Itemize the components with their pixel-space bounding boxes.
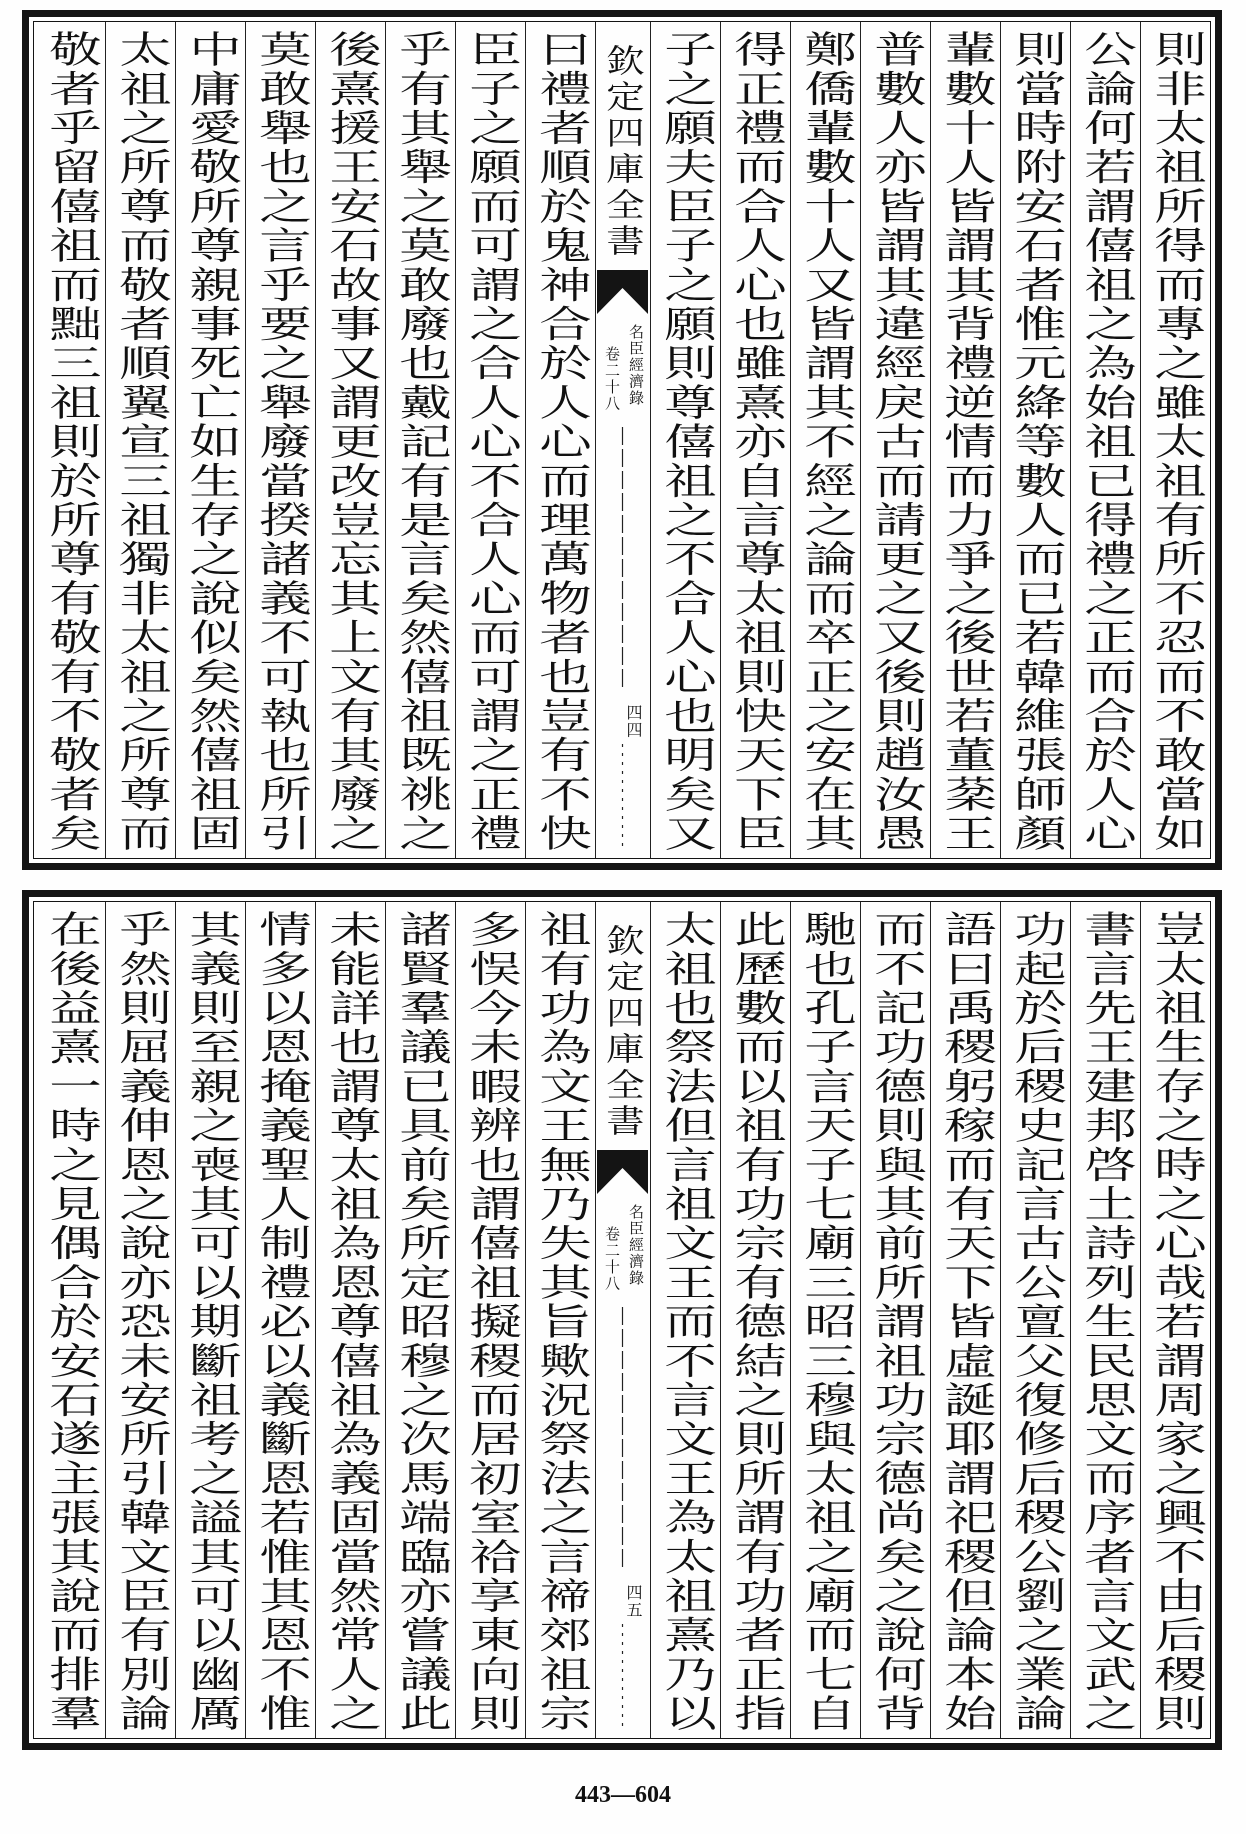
column-text: 鄭僑輩數十人又皆謂其不經之論而卒正之安在其 [794, 30, 857, 854]
text-frame [33, 901, 1211, 1739]
column-text: 豈太祖生存之時之心哉若謂周家之興不由后稷則 [1144, 910, 1207, 1734]
column-text: 乎有其舉之莫敢廢也戴記有是言矣然僖祖既祧之 [389, 30, 452, 854]
left-column-3 [385, 22, 455, 858]
column-text: 曰禮者順於鬼神合於人心而理萬物者也豈有不快 [529, 30, 592, 854]
volume-label: 卷二十八 [603, 1226, 621, 1292]
column-text: 祖有功為文王無乃失其旨歟況祭法之言禘郊祖宗 [529, 910, 592, 1734]
right-column-7 [720, 22, 790, 858]
center-fold-column [595, 22, 650, 858]
left-column-6 [175, 902, 245, 1738]
right-column-2 [1070, 22, 1140, 858]
left-column-7 [105, 22, 175, 858]
left-column-4 [315, 902, 385, 1738]
column-text: 多悮今未暇辨也謂僖祖擬稷而居初室祫享東向則 [459, 910, 522, 1734]
column-text: 中庸愛敬所尊親事死亡如生存之說似矣然僖祖固 [179, 30, 242, 854]
column-text: 而不記功德則與其前所謂祖功宗德尚矣之說何背 [864, 910, 927, 1734]
column-text: 此歷數而以祖有功宗有德結之則所謂有功者正指 [724, 910, 787, 1734]
left-column-2 [455, 22, 525, 858]
bottom-half-page [22, 890, 1222, 1750]
right-column-4 [930, 22, 1000, 858]
left-column-8 [35, 22, 105, 858]
column-text: 情多以恩掩義聖人制禮必以義斷恩若惟其恩不惟 [249, 910, 312, 1734]
column-text: 太祖之所尊而敬者順翼宣三祖獨非太祖之所尊而 [109, 30, 172, 854]
page-number: 443—604 [575, 1782, 671, 1808]
right-column-8 [650, 902, 720, 1738]
volume-label: 卷二十八 [603, 346, 621, 412]
right-column-4 [930, 902, 1000, 1738]
collection-title: 欽定四庫全書 [600, 924, 646, 1140]
column-text: 公論何若謂僖祖之為始祖已得禮之正而合於人心 [1074, 30, 1137, 854]
column-text: 則當時附安石者惟元絳等數人而已若韓維張師顏 [1004, 30, 1067, 854]
left-column-1 [525, 22, 595, 858]
collection-title: 欽定四庫全書 [600, 44, 646, 260]
column-text: 功起於后稷史記言古公亶父復修后稷公劉之業論 [1004, 910, 1067, 1734]
right-column-2 [1070, 902, 1140, 1738]
left-column-6 [175, 22, 245, 858]
left-column-8 [35, 902, 105, 1738]
column-text: 未能詳也謂尊太祖為恩尊僖祖為義固當然常人之 [319, 910, 382, 1734]
top-half-page [22, 10, 1222, 870]
left-column-4 [315, 22, 385, 858]
column-text: 乎然則屈義伸恩之說亦恐未安所引韓文臣有別論 [109, 910, 172, 1734]
fishtail-mark [597, 1150, 648, 1194]
center-fold-column [595, 902, 650, 1738]
column-text: 子之願夫臣子之願則尊僖祖之不合人心也明矣又 [654, 30, 717, 854]
column-text: 書言先王建邦啓土詩列生民思文而序者言文武之 [1074, 910, 1137, 1734]
left-column-5 [245, 902, 315, 1738]
left-column-5 [245, 22, 315, 858]
left-column-3 [385, 902, 455, 1738]
column-text: 太祖也祭法但言祖文王而不言文王為太祖熹乃以 [654, 910, 717, 1734]
left-column-7 [105, 902, 175, 1738]
column-text: 普數人亦皆謂其違經戾古而請更之又後則趙汝愚 [864, 30, 927, 854]
folio-number: 四五 [624, 1584, 643, 1619]
column-text: 則非太祖所得而專之雖太祖有所不忍而不敢當如 [1144, 30, 1207, 854]
right-column-1 [1140, 902, 1210, 1738]
right-column-1 [1140, 22, 1210, 858]
column-text: 後熹援王安石故事又謂更改豈忘其上文有其廢之 [319, 30, 382, 854]
column-text: 輩數十人皆謂其背禮逆情而力爭之後世若董棻王 [934, 30, 997, 854]
right-column-3 [1000, 22, 1070, 858]
fishtail-mark [597, 270, 648, 314]
column-text: 莫敢舉也之言乎要之舉廢當揆諸義不可執也所引 [249, 30, 312, 854]
folio-number: 四四 [624, 704, 643, 739]
left-column-1 [525, 902, 595, 1738]
right-column-8 [650, 22, 720, 858]
right-column-6 [790, 22, 860, 858]
column-text: 其義則至親之喪其可以期斷祖考之謚其可以幽厲 [179, 910, 242, 1734]
column-text: 得正禮而合人心也雖熹亦自言尊太祖則快天下臣 [724, 30, 787, 854]
column-text: 語曰禹稷躬稼而有天下皆虛誕耶謂祀稷但論本始 [934, 910, 997, 1734]
right-column-7 [720, 902, 790, 1738]
column-text: 在後益熹一時之見偶合於安石遂主張其說而排羣 [39, 910, 101, 1734]
right-column-6 [790, 902, 860, 1738]
column-text: 馳也孔子言天子七廟三昭三穆與太祖之廟而七自 [794, 910, 857, 1734]
column-text: 臣子之願而可謂之合人心不合人心而可謂之正禮 [459, 30, 522, 854]
right-column-5 [860, 22, 930, 858]
text-frame [33, 21, 1211, 859]
left-column-2 [455, 902, 525, 1738]
column-text: 敬者乎留僖祖而黜三祖則於所尊有敬有不敬者矣 [39, 30, 101, 854]
right-column-5 [860, 902, 930, 1738]
column-text: 諸賢羣議已具前矣所定昭穆之次馬端臨亦嘗議此 [389, 910, 452, 1734]
book-title: 名臣經濟錄 [627, 1204, 645, 1287]
book-title: 名臣經濟錄 [627, 324, 645, 407]
right-column-3 [1000, 902, 1070, 1738]
